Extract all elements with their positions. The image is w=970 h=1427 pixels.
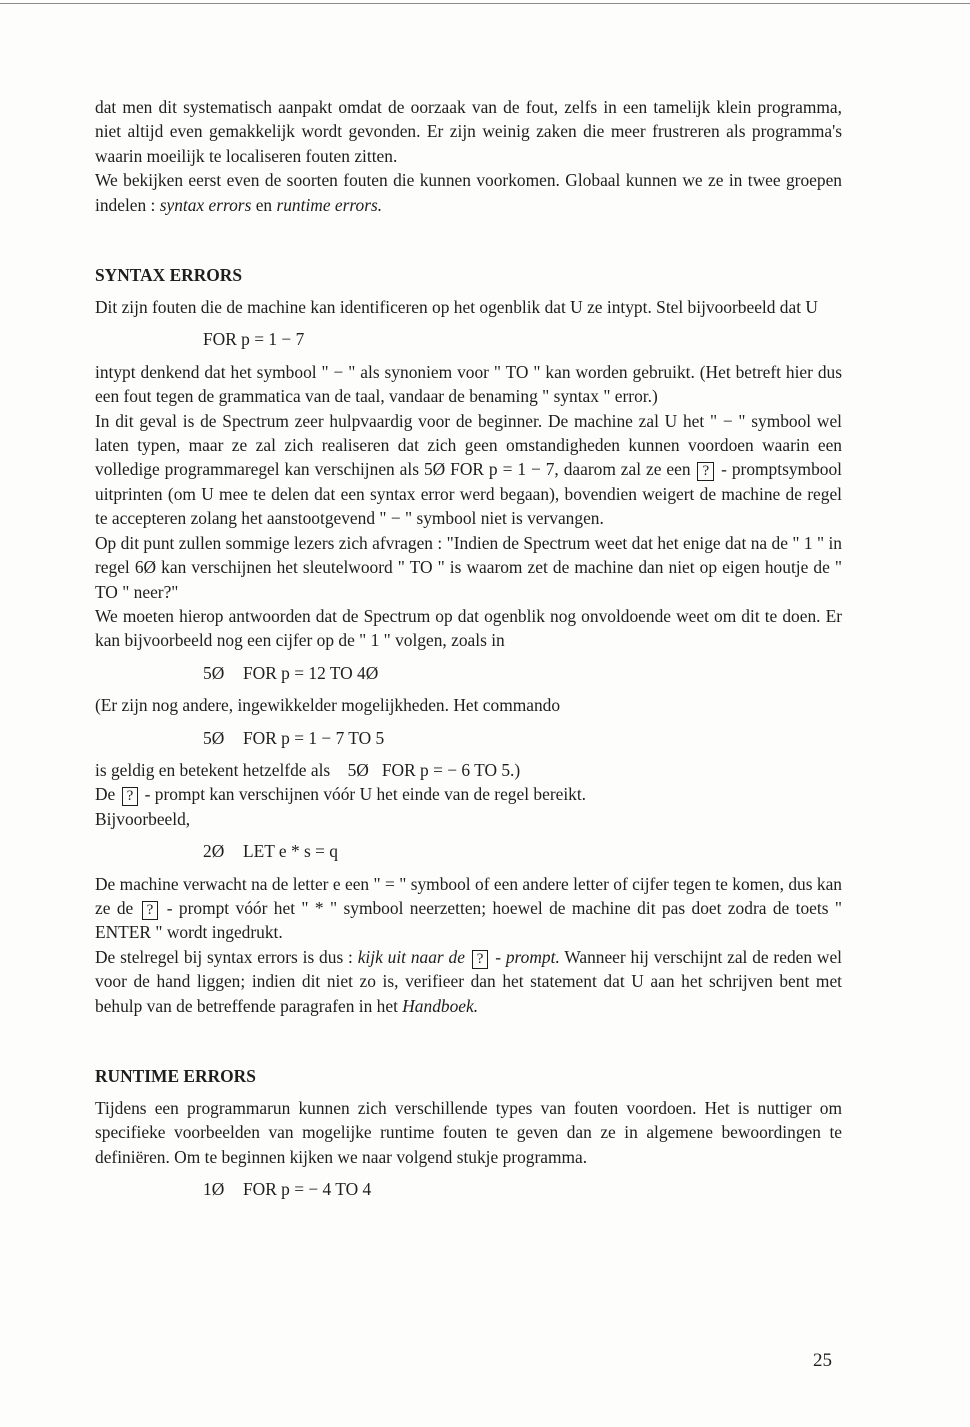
- runtime-paragraph-1: Tijdens een programmarun kunnen zich verschillende types van fouten voordoen. Het is nuttiger om specifieke voorbeelden van mogelijke runtime fouten te geven dan ze in algemene bewoordingen te definiëren. Om te beginnen kijken we naar volgend stukje programma.: [95, 1098, 842, 1167]
- syntax-paragraph-5: We moeten hierop antwoorden dat de Spectrum op dat ogenblik nog onvoldoende weet om dit te doen. Er kan bijvoorbeeld nog een cijfer op de " 1 " volgen, zoals in: [95, 605, 842, 651]
- code-line-3: 5Ø FOR p = 1 − 7 TO 5: [203, 727, 385, 748]
- code-line-5: 1Ø FOR p = − 4 TO 4: [203, 1179, 372, 1200]
- term-runtime-errors: runtime errors.: [276, 194, 383, 215]
- heading-syntax-errors: SYNTAX ERRORS: [95, 265, 243, 286]
- syntax-paragraph-7: is geldig en betekent hetzelfde als 5Ø FOR p = − 6 TO 5.): [95, 759, 521, 780]
- syntax-paragraph-6: (Er zijn nog andere, ingewikkelder mogelijkheden. Het commando: [95, 695, 561, 716]
- prompt-symbol-box: ?: [142, 901, 159, 920]
- page-body: [95, 95, 842, 1202]
- code-line-4: 2Ø LET e * s = q: [203, 841, 338, 862]
- prompt-symbol-box: ?: [697, 462, 714, 481]
- heading-runtime-errors: RUNTIME ERRORS: [95, 1066, 256, 1086]
- prompt-symbol-box: ?: [472, 950, 489, 969]
- syntax-paragraph-9: Bijvoorbeeld,: [95, 808, 191, 829]
- intro-paragraph-1: dat men dit systematisch aanpakt omdat de oorzaak van de fout, zelfs in een tamelijk klein programma, niet altijd even gemakkelijk wordt gevonden. Er zijn weinig zaken die meer frustreren als programma's waarin moeilijk te localiseren fouten zitten.: [95, 97, 842, 166]
- syntax-paragraph-11: De stelregel bij syntax errors is dus : kijk uit naar de ? - prompt. Wanneer hij verschijnt zal de reden wel voor de hand liggen; indien dit niet zo is, verifieer dan het statement dat U aan het schrijven bent met behulp van de betreffende paragrafen in het Handboek.: [95, 946, 842, 1016]
- top-rule: [0, 3, 970, 4]
- code-line-2: 5Ø FOR p = 12 TO 4Ø: [203, 662, 379, 683]
- syntax-paragraph-4: Op dit punt zullen sommige lezers zich afvragen : "Indien de Spectrum weet dat het enige dat na de " 1 " in regel 6Ø kan verschijnen het sleutelwoord " TO " is waarom zet de machine dan niet op eigen houtje de " TO " neer?": [95, 532, 842, 602]
- prompt-symbol-box: ?: [122, 787, 139, 806]
- code-line-1: FOR p = 1 − 7: [203, 329, 305, 350]
- syntax-paragraph-1: Dit zijn fouten die de machine kan identificeren op het ogenblik dat U ze intypt. Stel bijvoorbeeld dat U: [95, 297, 818, 318]
- intro-paragraph-2: We bekijken eerst even de soorten fouten die kunnen voorkomen. Globaal kunnen we ze in twee groepen indelen : syntax errors en runtime errors.: [95, 170, 842, 215]
- syntax-paragraph-10: De machine verwacht na de letter e een " = " symbool of een andere letter of cijfer tegen te komen, dus kan ze de ? - prompt vóór het " * " symbool neerzetten; hoewel de machine dit pas doet zodra de toets " ENTER " wordt ingedrukt.: [95, 873, 842, 943]
- page-number: 25: [813, 1350, 832, 1371]
- syntax-paragraph-3: In dit geval is de Spectrum zeer hulpvaardig voor de beginner. De machine zal U het " − " symbool wel laten typen, maar ze zal zich realiseren dat zich geen omstandigheden kunnen voordoen waarin een volledige programmaregel kan verschijnen als 5Ø FOR p = 1 − 7, daarom zal ze een ? - promptsymbool uitprinten (om U mee te delen dat een syntax error werd begaan), bovendien weigert de machine de regel te accepteren zolang het aanstootgevend " − " symbool niet is vervangen.: [95, 410, 842, 529]
- syntax-paragraph-8: De ? - prompt kan verschijnen vóór U het einde van de regel bereikt.: [95, 784, 587, 805]
- handboek-reference: Handboek.: [402, 995, 479, 1016]
- syntax-paragraph-2: intypt denkend dat het symbool " − " als synoniem voor " TO " kan worden gebruikt. (Het betreft hier dus een fout tegen de grammatica van de taal, vandaar de benaming " syntax " error.): [95, 361, 842, 407]
- term-syntax-errors: syntax errors: [159, 194, 252, 215]
